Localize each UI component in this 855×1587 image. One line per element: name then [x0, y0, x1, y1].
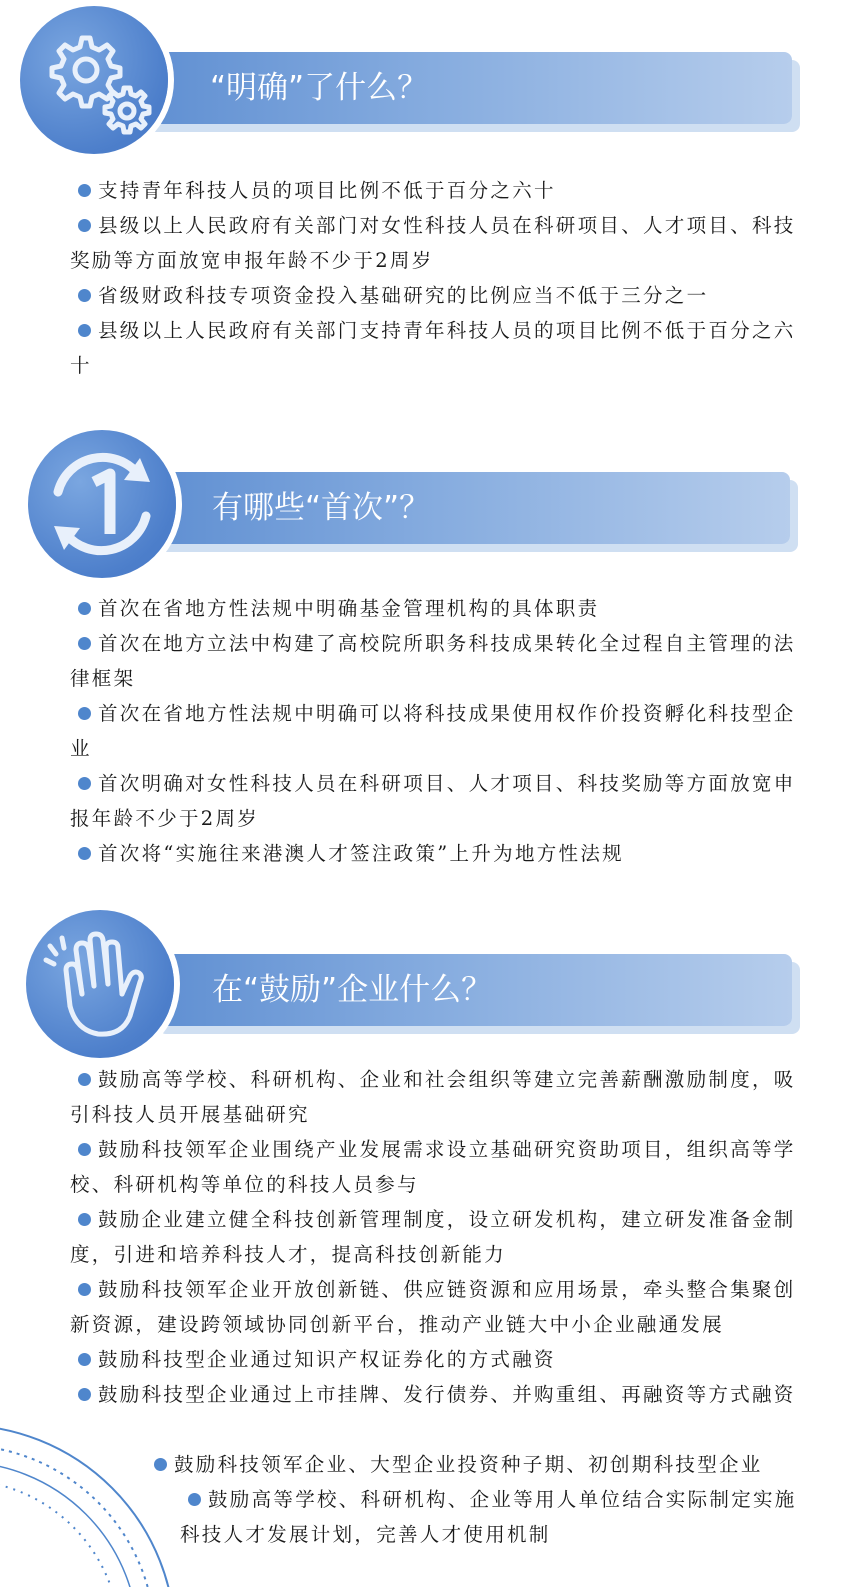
bullet-dot	[78, 847, 91, 860]
list-item: 首次明确对女性科技人员在科研项目、人才项目、科技奖励等方面放宽申报年龄不少于2周岁	[70, 772, 796, 830]
list-item: 首次在省地方性法规中明确可以将科技成果使用权作价投资孵化科技型企业	[70, 702, 796, 760]
decorative-dial-icon	[0, 1390, 200, 1587]
bullet-dot	[78, 184, 91, 197]
section-title: “明确”了什么？	[210, 70, 429, 106]
bullet-dot	[78, 1353, 91, 1366]
bullet-dot	[78, 637, 91, 650]
bullet-dot	[78, 1283, 91, 1296]
section-title: 有哪些“首次”？	[212, 490, 431, 526]
bullet-dot	[78, 1143, 91, 1156]
list-item: 支持青年科技人员的项目比例不低于百分之六十	[70, 173, 805, 208]
gears-icon	[20, 6, 168, 154]
bullet-dot	[78, 1073, 91, 1086]
bullet-dot	[78, 602, 91, 615]
item-list	[70, 173, 805, 383]
list-item: 鼓励科技型企业通过知识产权证券化的方式融资	[70, 1342, 805, 1377]
bullet-dot	[78, 219, 91, 232]
bullet-dot	[78, 324, 91, 337]
list-item: 首次在省地方性法规中明确基金管理机构的具体职责	[70, 591, 805, 626]
item-list-offset	[146, 1447, 806, 1482]
list-item: 首次将“实施往来港澳人才签注政策”上升为地方性法规	[70, 836, 805, 871]
item-list	[70, 591, 805, 871]
list-item: 省级财政科技专项资金投入基础研究的比例应当不低于三分之一	[70, 278, 805, 313]
bullet-dot	[78, 289, 91, 302]
list-item: 鼓励高等学校、科研机构、企业等用人单位结合实际制定实施科技人才发展计划，完善人才使用机制	[180, 1488, 797, 1546]
list-item: 县级以上人民政府有关部门支持青年科技人员的项目比例不低于百分之六十	[70, 319, 796, 377]
item-list-offset	[180, 1482, 805, 1552]
list-item: 鼓励企业建立健全科技创新管理制度，设立研发机构，建立研发准备金制度，引进和培养科技人才，提高科技创新能力	[70, 1208, 796, 1266]
list-item: 首次在地方立法中构建了高校院所职务科技成果转化全过程自主管理的法律框架	[70, 632, 796, 690]
bullet-dot	[78, 777, 91, 790]
list-item: 鼓励高等学校、科研机构、企业和社会组织等建立完善薪酬激励制度，吸引科技人员开展基础研究	[70, 1068, 796, 1126]
list-item: 鼓励科技型企业通过上市挂牌、发行债券、并购重组、再融资等方式融资	[70, 1377, 805, 1412]
item-list	[70, 1062, 805, 1412]
list-item: 鼓励科技领军企业、大型企业投资种子期、初创期科技型企业	[146, 1447, 806, 1482]
bullet-dot	[78, 707, 91, 720]
section-title: 在“鼓励”企业什么？	[212, 972, 493, 1008]
bullet-dot	[78, 1213, 91, 1226]
number-one-cycle-icon	[28, 430, 176, 578]
list-item: 鼓励科技领军企业围绕产业发展需求设立基础研究资助项目，组织高等学校、科研机构等单位的科技人员参与	[70, 1138, 796, 1196]
clapping-hands-icon	[26, 910, 174, 1058]
list-item: 鼓励科技领军企业开放创新链、供应链资源和应用场景，牵头整合集聚创新资源，建设跨领域协同创新平台，推动产业链大中小企业融通发展	[70, 1278, 796, 1336]
list-item: 县级以上人民政府有关部门对女性科技人员在科研项目、人才项目、科技奖励等方面放宽申报年龄不少于2周岁	[70, 214, 796, 272]
